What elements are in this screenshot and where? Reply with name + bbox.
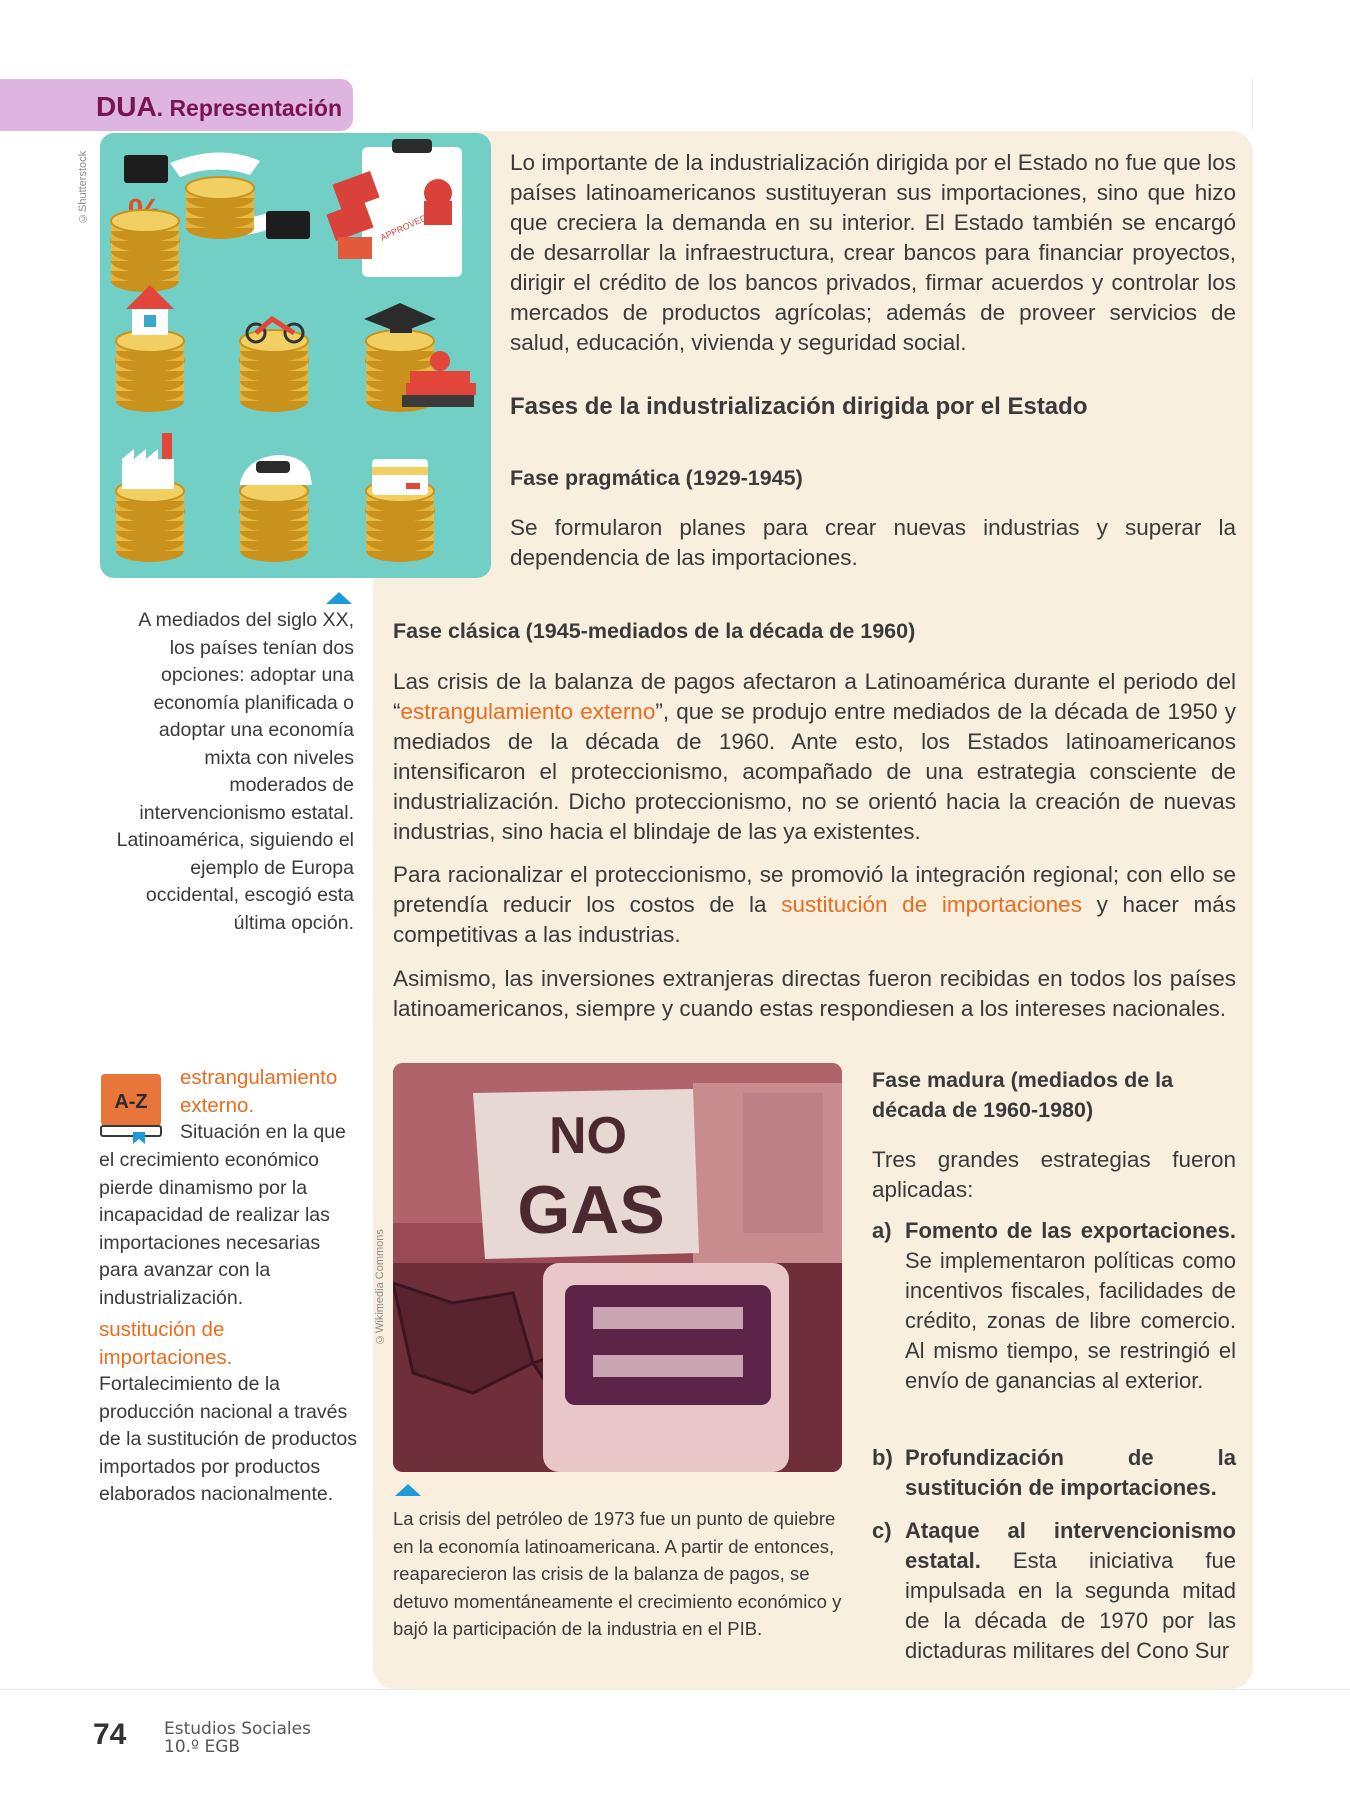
infographic-image — [100, 133, 491, 578]
pragmatic-phase-text: Se formularon planes para crear nuevas industrias y superar la dependencia de las importaciones. — [510, 515, 1236, 570]
photo-caption-marker-icon — [395, 1484, 421, 1496]
mature-phase-title: Fase madura (mediados de la década de 1960-1980) — [872, 1068, 1174, 1122]
list-item: c) Ataque al intervencionismo estatal. Esta iniciativa fue impulsada en la segunda mitad de la década de 1970 por las dictaduras militares del Cono Sur — [872, 1518, 1236, 1663]
glossary-def-1-start: Situación en la que — [180, 1121, 346, 1143]
footer-subject: Estudios Sociales 10.º EGB — [164, 1719, 311, 1757]
sign-line-1: NO — [549, 1107, 627, 1165]
sign-line-2: GAS — [517, 1172, 665, 1248]
photo-caption: La crisis del petróleo de 1973 fue un punto de quiebre en la economía latinoamericana. A partir de entonces, reaparecieron las crisis de la balanza de pagos, se detuvo momentáneamente el crecimiento económico y bajó la participación de la industria en el PIB. — [393, 1508, 842, 1639]
pragmatic-phase-title: Fase pragmática (1929-1945) — [510, 466, 803, 490]
infographic-caption: A mediados del siglo XX, los países tenían dos opciones: adoptar una economía planificada o adoptar una economía mixta con niveles moderados de intervencionismo estatal. Latinoamérica, siguiendo el ejemplo de Europa occidental, escogió esta última opción. — [116, 609, 354, 934]
glossary-term-link[interactable]: sustitución de importaciones — [781, 892, 1082, 917]
mature-phase-intro: Tres grandes estrategias fueron aplicadas: — [872, 1147, 1236, 1202]
margin-rule — [1252, 79, 1253, 129]
footer-divider — [0, 1689, 1350, 1690]
classic-paragraph-2: Para racionalizar el proteccionismo, se promovió la integración regional; con ello se pretendía reducir los costos de la sustitución de importaciones y hacer más competitivas a las industrias. — [393, 862, 1237, 947]
classic-paragraph-3: Asimismo, las inversiones extranjeras directas fueron recibidas en todos los países latinoamericanos, siempre y cuando estas respondiesen a los intereses nacionales. — [393, 966, 1236, 1021]
glossary-book-icon — [99, 1072, 163, 1144]
list-item: b) Profundización de la sustitución de importaciones. — [872, 1445, 1236, 1500]
caption-marker-icon — [326, 592, 352, 604]
glossary-def-1: el crecimiento económico pierde dinamismo por la incapacidad de realizar las importaciones necesarias para avanzar con la industrialización. — [99, 1149, 330, 1309]
gas-station-illustration — [393, 1063, 842, 1472]
no-gas-photo — [393, 1063, 842, 1472]
photo-credit: ©Wikimedia Commons — [374, 1229, 386, 1345]
dua-heading: DUA. Representación — [96, 91, 343, 122]
glossary-icon-label: A-Z — [114, 1091, 148, 1113]
section-heading: Fases de la industrialización dirigida por el Estado — [510, 393, 1088, 420]
glossary-term-2: sustitución de importaciones. — [99, 1318, 233, 1369]
coins-illustration — [100, 133, 491, 578]
page-number: 74 — [93, 1718, 127, 1751]
svg-text:APPROVED: APPROVED — [378, 212, 429, 243]
intro-paragraph: Lo importante de la industrialización dirigida por el Estado no fue que los países latinoamericanos sustituyeran sus importaciones, sino que hizo que creciera la demanda en su interior. El Estado también se encargó de desarrollar la infraestructura, crear bancos para financiar proyectos, dirigir el crédito de los bancos privados, firmar acuerdos y controlar los mercados de productos agrícolas; además de proveer servicios de salud, educación, vivienda y seguridad social. — [510, 150, 1236, 355]
image-credit: ©Shutterstock — [77, 150, 89, 224]
list-item: a) Fomento de las exportaciones. Se implementaron políticas como incentivos fiscales, facilidades de crédito, zonas de libre comercio. Al mismo tiempo, se restringió el envío de ganancias al exterior. — [872, 1218, 1236, 1393]
glossary-term-1: estrangulamiento externo. — [180, 1066, 338, 1117]
glossary-def-2: Fortalecimiento de la producción nacional a través de la sustitución de productos importados por productos elaborados nacionalmente. — [99, 1373, 357, 1505]
glossary-term-link[interactable]: estrangulamiento externo — [400, 699, 656, 724]
classic-paragraph-1: Las crisis de la balanza de pagos afectaron a Latinoamérica durante el periodo del “estrangulamiento externo”, que se produjo entre mediados de la década de 1950 y mediados de la década de 1960. Ante esto, los Estados latinoamericanos intensificaron el proteccionismo, acompañado de una estrategia consciente de industrialización. Dicho proteccionismo, no se orientó hacia la creación de nuevas industrias, sino hacia el blindaje de las ya existentes. — [393, 669, 1236, 844]
classic-phase-title: Fase clásica (1945-mediados de la década de 1960) — [393, 619, 916, 643]
